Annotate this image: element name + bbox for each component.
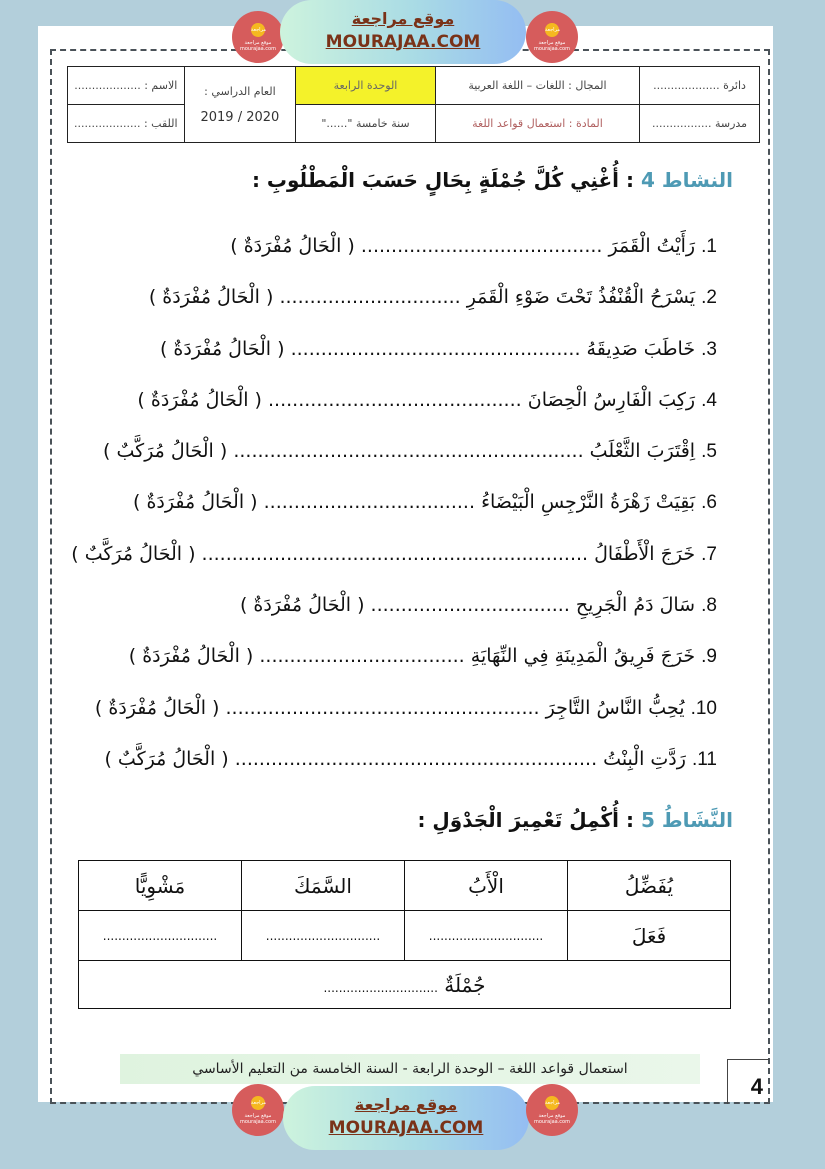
name-field: الاسم : ................... — [68, 67, 185, 105]
sentence-type-cell — [79, 961, 731, 1009]
answer-blank[interactable]: .............................. — [323, 980, 438, 995]
answer-blank[interactable]: .............................. — [242, 911, 405, 961]
sentence-list — [71, 226, 717, 790]
sentence-item: 1. رَأَيْتُ الْقَمَرَ ........................................ ( الْحَالُ مُفْرَدَةٌ ) — [230, 235, 717, 257]
table-cell: السَّمَكَ — [242, 861, 405, 911]
unit-label: الوحدة الرابعة — [296, 67, 436, 105]
hint: ( الْحَالُ مُفْرَدَةٌ ) — [159, 337, 285, 360]
sentence-item: 6. بَقِيَتْ زَهْرَةُ النَّرْجِسِ الْبَيْضَاءُ ................................... ( الْحَالُ مُفْرَدَةٌ ) — [133, 491, 717, 514]
watermark-logo-icon: مراجعة موقع مراجعة mourajaa.com — [232, 11, 284, 63]
sentence-item: 4. رَكِبَ الْفَارِسُ الْحِصَانَ .......................................... ( الْحَالُ مُفْرَدَةٌ ) — [137, 388, 717, 411]
hint: ( الْحَالُ مُفْرَدَةٌ ) — [239, 594, 365, 617]
activity-4-instruction: : أُغْنِي كُلَّ جُمْلَةٍ بِحَالٍ حَسَبَ الْمَطْلُوبِ : — [251, 168, 634, 192]
page-number: 4 — [727, 1059, 769, 1104]
watermark-logo-icon: مراجعة موقع مراجعة mourajaa.com — [232, 1084, 284, 1136]
table-row — [79, 961, 731, 1009]
hint: ( الْحَالُ مُفْرَدَةٌ ) — [133, 491, 258, 514]
answer-blank[interactable]: ................................................ — [290, 337, 581, 360]
activity-4-title — [252, 168, 733, 192]
school-year-cell — [184, 67, 296, 143]
hint: ( الْحَالُ مُفْرَدَةٌ ) — [230, 235, 355, 257]
hint: ( الْحَالُ مُرَكَّبٌ ) — [104, 747, 229, 770]
table-cell: فَعَلَ — [568, 911, 731, 961]
sentence-item: 2. يَسْرَحُ الْقُنْفُذُ تَحْتَ ضَوْءِ الْقَمَرِ .............................. ( الْحَالُ مُفْرَدَةٌ ) — [148, 286, 717, 309]
watermark-banner-bottom[interactable] — [283, 1086, 529, 1150]
header-info-table — [67, 66, 760, 143]
grade-label: سنة خامسة "......" — [296, 105, 436, 143]
subject-label: المادة : استعمال قواعد اللغة — [435, 105, 639, 143]
answer-blank[interactable]: ............................................................ — [234, 747, 598, 770]
hint: ( الْحَالُ مُفْرَدَةٌ ) — [137, 388, 262, 411]
sentence-type-label: جُمْلَةٌ — [444, 972, 486, 997]
hint: ( الْحَالُ مُفْرَدَةٌ ) — [148, 286, 274, 309]
hint: ( الْحَالُ مُرَكَّبٌ ) — [71, 542, 196, 565]
hint: ( الْحَالُ مُفْرَدَةٌ ) — [94, 696, 220, 719]
activity-5-instruction: : أُكْمِلُ تَعْمِيرَ الْجَدْوَلِ : — [417, 808, 634, 832]
answer-blank[interactable]: ................................. — [370, 594, 570, 617]
watermark-arabic: موقع مراجعة — [351, 9, 455, 28]
watermark-logo-icon: مراجعة موقع مراجعة mourajaa.com — [526, 1084, 578, 1136]
table-cell: الْأَبُ — [405, 861, 568, 911]
answer-blank[interactable]: ........................................ — [360, 235, 603, 257]
table-row — [79, 861, 731, 911]
answer-blank[interactable]: .............................. — [79, 911, 242, 961]
directorate-field: دائرة ................... — [640, 67, 760, 105]
footer-caption: استعمال قواعد اللغة – الوحدة الرابعة - السنة الخامسة من التعليم الأساسي — [120, 1054, 700, 1084]
sentence-item: 7. خَرَجَ الْأَطْفَالُ ................................................................ ( الْحَالُ مُرَكَّبٌ ) — [71, 542, 717, 565]
answer-blank[interactable]: .......................................................... — [233, 440, 584, 463]
activity-4-label: النشاط 4 — [640, 168, 733, 192]
answer-blank[interactable]: .......................................... — [268, 388, 522, 411]
hint: ( الْحَالُ مُرَكَّبٌ ) — [103, 440, 228, 463]
watermark-arabic: موقع مراجعة — [354, 1095, 458, 1114]
school-field: مدرسة ................. — [640, 105, 760, 143]
answer-blank[interactable]: .................................................... — [225, 696, 540, 719]
sentence-item: 9. خَرَجَ فَرِيقُ الْمَدِينَةِ فِي النِّهَايَةِ .................................. ( الْحَالُ مُفْرَدَةٌ ) — [128, 645, 717, 668]
watermark-english: MOURAJAA.COM — [328, 1118, 484, 1138]
answer-blank[interactable]: .............................. — [279, 286, 461, 309]
table-cell: يُفَضِّلُ — [568, 861, 731, 911]
table-row — [79, 911, 731, 961]
domain-label: المجال : اللغات – اللغة العربية — [435, 67, 639, 105]
school-year-label: العام الدراسي : — [204, 84, 276, 98]
watermark-banner-top[interactable] — [280, 0, 526, 64]
sentence-analysis-table — [78, 860, 731, 1009]
answer-blank[interactable]: ................................... — [263, 491, 476, 514]
watermark-logo-icon: مراجعة موقع مراجعة mourajaa.com — [526, 11, 578, 63]
sentence-item: 5. اِقْتَرَبَ الثَّعْلَبُ .......................................................... ( الْحَالُ مُرَكَّبٌ ) — [103, 440, 717, 463]
surname-field: اللقب : ................... — [68, 105, 185, 143]
sentence-item: 11. رَدَّتِ الْبِنْتُ ............................................................ ( الْحَالُ مُرَكَّبٌ ) — [104, 747, 717, 770]
answer-blank[interactable]: .............................. — [405, 911, 568, 961]
table-cell: مَشْوِيًّا — [79, 861, 242, 911]
sentence-item: 8. سَالَ دَمُ الْجَرِيحِ ................................. ( الْحَالُ مُفْرَدَةٌ ) — [239, 594, 717, 617]
hint: ( الْحَالُ مُفْرَدَةٌ ) — [128, 645, 254, 668]
answer-blank[interactable]: .................................. — [259, 645, 465, 668]
school-year-value: 2020 / 2019 — [200, 109, 280, 125]
watermark-english: MOURAJAA.COM — [325, 32, 481, 52]
activity-5-title — [417, 808, 733, 832]
activity-5-label: النَّشَاطُ 5 — [640, 808, 733, 832]
sentence-item: 3. خَاطَبَ صَدِيقَهُ ................................................ ( الْحَالُ مُفْرَدَةٌ ) — [159, 337, 717, 360]
answer-blank[interactable]: ................................................................ — [201, 542, 589, 565]
sentence-item: 10. يُحِبُّ النَّاسُ التَّاجِرَ .................................................... ( الْحَالُ مُفْرَدَةٌ ) — [94, 696, 717, 719]
